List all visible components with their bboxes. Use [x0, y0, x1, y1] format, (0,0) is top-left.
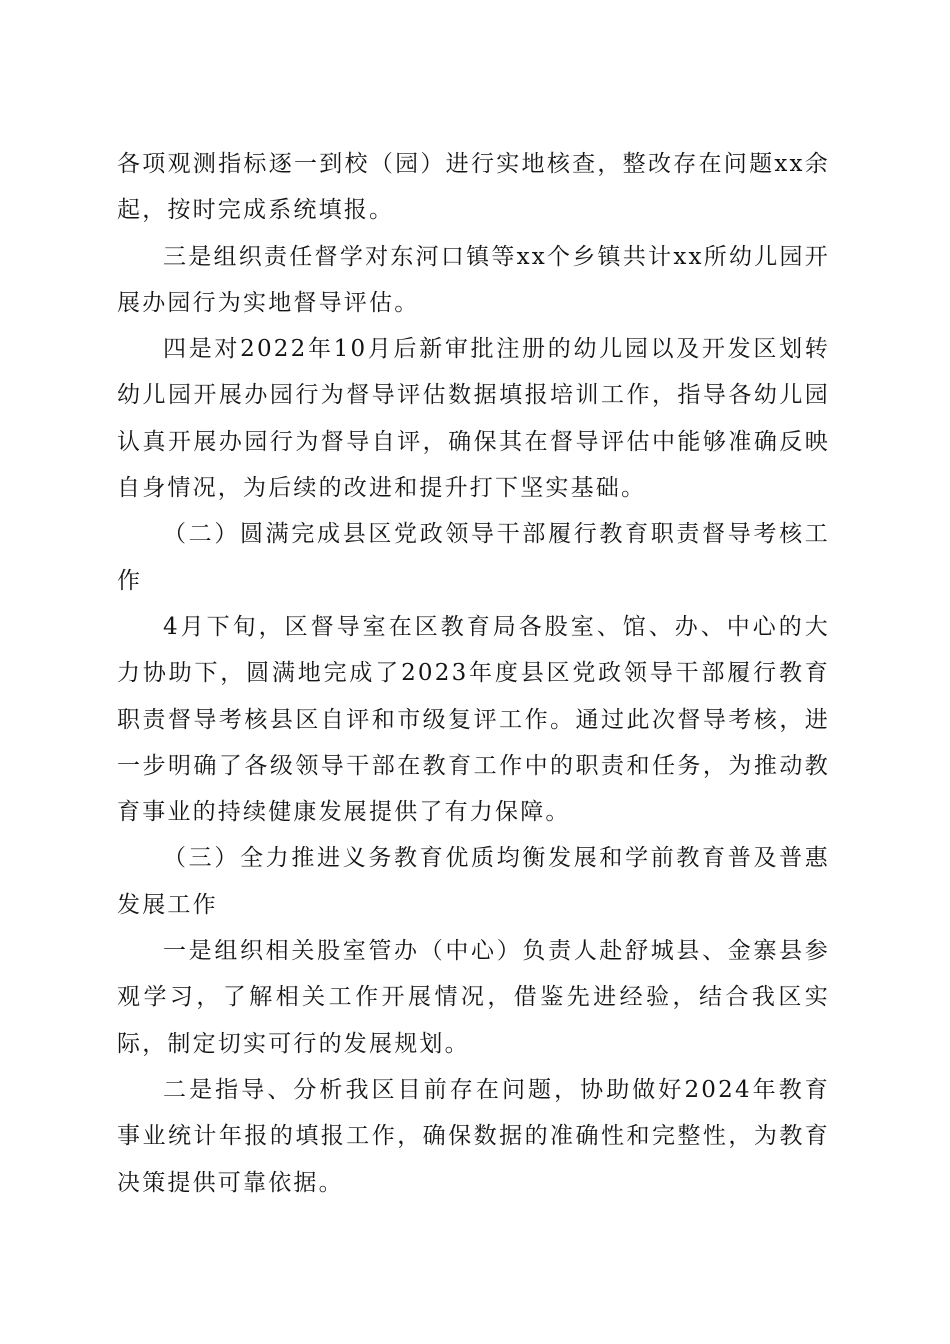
section-heading-3: （三）全力推进义务教育优质均衡发展和学前教育普及普惠发展工作 — [117, 845, 830, 918]
paragraph-point-four: 四是对2022年10月后新审批注册的幼儿园以及开发区划转幼儿园开展办园行为督导评估数据填报培训工作，指导各幼儿园认真开展办园行为督导自评，确保其在督导评估中能够准确反映自身情况，为后续的改进和提升打下坚实基础。 — [117, 336, 830, 502]
section-heading-2: （二）圆满完成县区党政领导干部履行教育职责督导考核工作 — [117, 521, 830, 594]
paragraph-point-three: 三是组织责任督学对东河口镇等xx个乡镇共计xx所幼儿园开展办园行为实地督导评估。 — [117, 243, 830, 316]
paragraph-point-one: 一是组织相关股室管办（中心）负责人赴舒城县、金寨县参观学习，了解相关工作开展情况，借鉴先进经验，结合我区实际，制定切实可行的发展规划。 — [117, 938, 830, 1057]
document-body — [117, 141, 830, 1206]
paragraph-continued-checks: 各项观测指标逐一到校（园）进行实地核查，整改存在问题xx余起，按时完成系统填报。 — [117, 151, 830, 224]
paragraph-point-two: 二是指导、分析我区目前存在问题，协助做好2024年教育事业统计年报的填报工作，确保数据的准确性和完整性，为教育决策提供可靠依据。 — [117, 1076, 830, 1196]
paragraph-april-review: 4月下旬，区督导室在区教育局各股室、馆、办、中心的大力协助下，圆满地完成了2023年度县区党政领导干部履行教育职责督导考核县区自评和市级复评工作。通过此次督导考核，进一步明确了各级领导干部在教育工作中的职责和任务，为推动教育事业的持续健康发展提供了有力保障。 — [117, 613, 830, 826]
